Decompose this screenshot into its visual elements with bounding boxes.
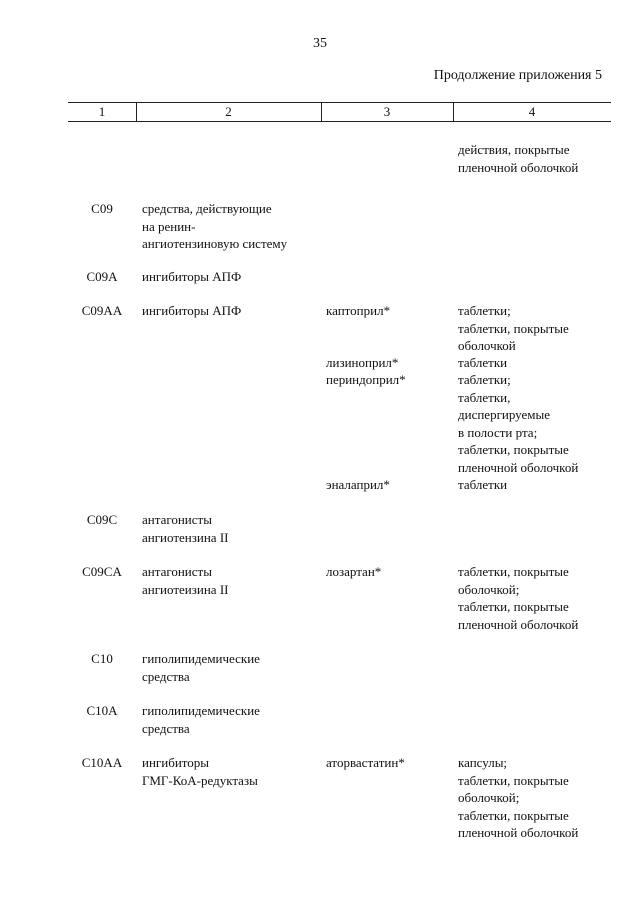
drug-name: периндоприл* [326, 372, 406, 387]
dosage-forms-line: пленочной оболочкой [458, 159, 579, 175]
atc-group-name [142, 563, 322, 598]
dosage-forms-line: таблетки, покрытые [458, 599, 569, 615]
drug-name: лозартан* [326, 564, 382, 579]
atc-group-name-line: ингибиторы АПФ [142, 269, 242, 284]
dosage-forms-line: в полости рта; [458, 424, 538, 440]
atc-code: C09 [91, 201, 113, 216]
dosage-forms-line: таблетки, [458, 389, 511, 405]
drug-name: каптоприл* [326, 303, 391, 318]
dosage-forms-line: капсулы; [458, 755, 508, 770]
dosage-forms [458, 141, 618, 176]
atc-group-name-line: гиполипидемические [142, 703, 260, 718]
atc-group-name [142, 268, 322, 286]
dosage-forms-line: пленочной оболочкой [458, 825, 579, 841]
atc-group-name-line: ангиотеизина II [142, 581, 229, 597]
dosage-forms-line: оболочкой [458, 338, 516, 354]
table-header [68, 102, 611, 122]
atc-group-name-line: ингибиторы [142, 755, 210, 770]
atc-group-name-line: средства [142, 720, 190, 736]
dosage-forms-line: таблетки, покрытые [458, 442, 569, 458]
atc-code: C10A [86, 703, 118, 718]
dosage-forms-line: таблетки, покрытые [458, 807, 569, 823]
atc-group-name-line: ГМГ-КоА-редуктазы [142, 772, 258, 788]
atc-group-name [142, 200, 322, 253]
atc-group-name-line: ангиотензина II [142, 529, 229, 545]
dosage-forms-line: пленочной оболочкой [458, 459, 579, 475]
column-header-3: 3 [383, 104, 391, 119]
column-header-2: 2 [225, 104, 232, 119]
atc-group-name-line: гиполипидемические [142, 651, 260, 666]
column-header-4: 4 [528, 104, 536, 119]
atc-code: C09A [86, 269, 118, 284]
dosage-forms-line: таблетки, покрытые [458, 320, 569, 336]
dosage-forms-line: таблетки, покрытые [458, 772, 569, 788]
dosage-forms [458, 354, 618, 372]
dosage-forms-line: оболочкой; [458, 581, 520, 597]
page-number: 35 [313, 36, 327, 51]
dosage-forms-line: таблетки; [458, 303, 511, 318]
atc-group-name-line: ангиотензиновую систему [142, 236, 288, 252]
column-header-1: 1 [98, 104, 106, 119]
dosage-forms-line: таблетки, покрытые [458, 564, 569, 579]
atc-group-name [142, 754, 322, 789]
atc-group-name-line: средства, действующие [142, 201, 272, 216]
dosage-forms-line: действия, покрытые [458, 142, 570, 157]
atc-group-name-line: антагонисты [142, 564, 212, 579]
atc-group-name [142, 511, 322, 546]
dosage-forms-line: оболочкой; [458, 790, 520, 806]
atc-group-name-line: на ренин- [142, 218, 196, 234]
continuation-title: Продолжение приложения 5 [433, 68, 602, 83]
dosage-forms-line: таблетки [458, 355, 508, 370]
atc-code: C09CA [82, 564, 122, 579]
dosage-forms-line: диспергируемые [458, 407, 551, 423]
atc-group-name [142, 702, 322, 737]
atc-code: C10 [91, 651, 113, 666]
atc-group-name-line: ингибиторы АПФ [142, 303, 242, 318]
atc-code: C10AA [81, 755, 123, 770]
drug-name: эналаприл* [326, 477, 390, 492]
atc-code: C09C [86, 512, 118, 527]
dosage-forms [458, 476, 618, 494]
drug-name: лизиноприл* [326, 355, 399, 370]
dosage-forms [458, 563, 618, 633]
drug-name: аторвастатин* [326, 755, 405, 770]
dosage-forms [458, 754, 618, 842]
atc-group-name [142, 650, 322, 685]
dosage-forms-line: пленочной оболочкой [458, 616, 579, 632]
dosage-forms [458, 371, 618, 477]
atc-group-name-line: средства [142, 668, 190, 684]
atc-group-name-line: антагонисты [142, 512, 212, 527]
dosage-forms-line: таблетки [458, 477, 508, 492]
dosage-forms [458, 302, 618, 355]
dosage-forms-line: таблетки; [458, 372, 511, 387]
atc-group-name [142, 302, 322, 320]
atc-code: C09AA [81, 303, 123, 318]
